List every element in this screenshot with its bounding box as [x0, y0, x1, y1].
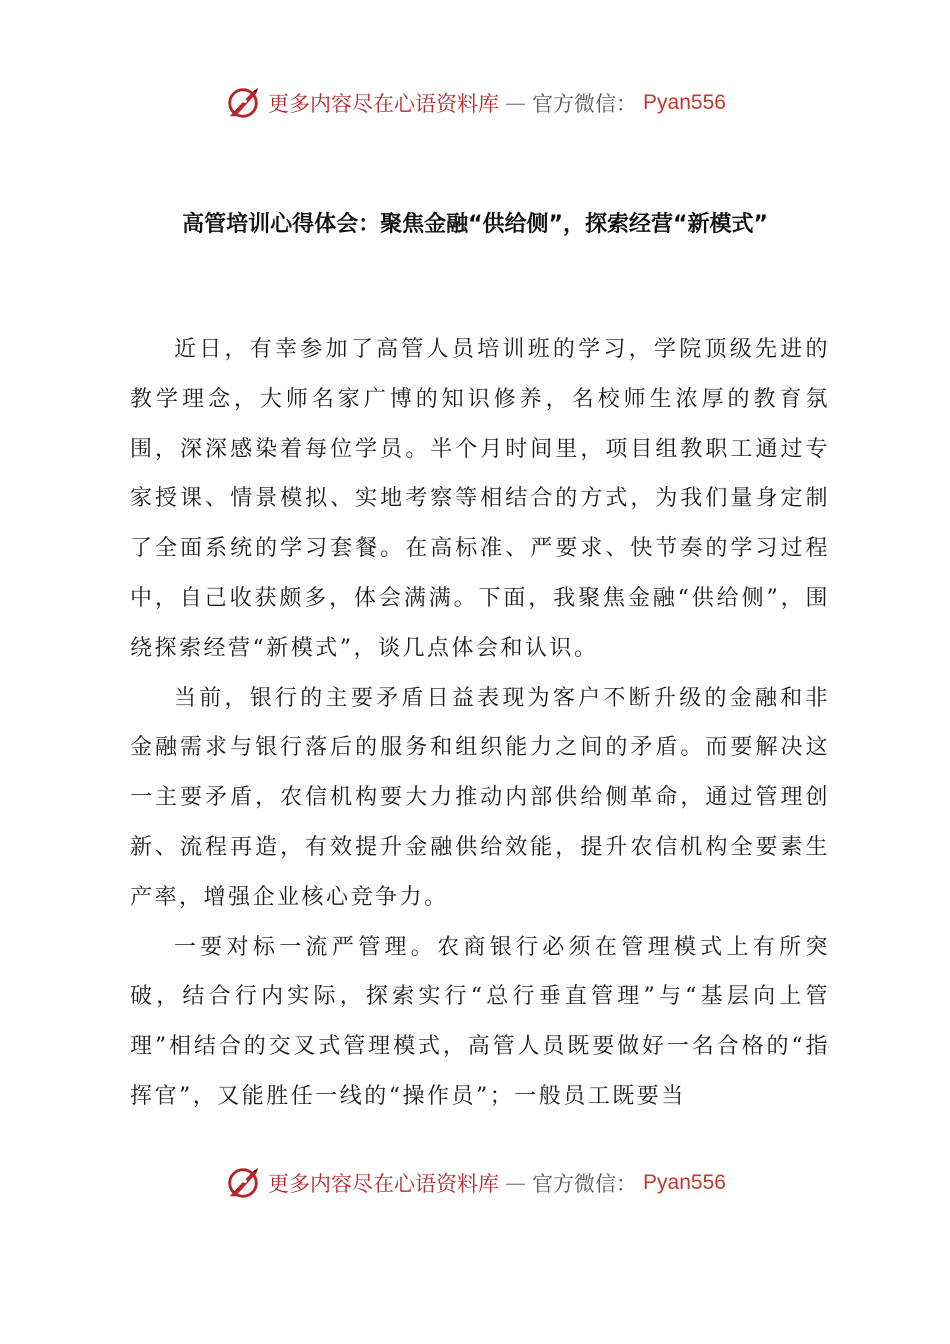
document-title: 高管培训心得体会：聚焦金融“供给侧”，探索经营“新模式”: [182, 212, 768, 237]
paragraph-2: 当前，银行的主要矛盾日益表现为客户不断升级的金融和非金融需求与银行落后的服务和组织能力之间的矛盾。而要解决这一主要矛盾，农信机构要大力推动内部供给侧革命，通过管理创新、流程再造，有效提升金融供给效能，提升农信机构全要素生产率，增强企业核心竞争力。: [130, 685, 830, 910]
banner-slogan: 更多内容尽在心语资料库: [268, 1172, 500, 1196]
banner-dash: —: [505, 1171, 527, 1195]
header-banner: [0, 81, 950, 125]
banner-slogan: 更多内容尽在心语资料库: [268, 92, 500, 116]
document-body: [130, 325, 830, 1122]
paragraph-1: 近日，有幸参加了高管人员培训班的学习，学院顶级先进的教学理念，大师名家广博的知识修养，名校师生浓厚的教育氛围，深深感染着每位学员。半个月时间里，项目组教职工通过专家授课、情景模拟、实地考察等相结合的方式，为我们量身定制了全面系统的学习套餐。在高标准、严要求、快节奏的学习过程中，自己收获颇多，体会满满。下面，我聚焦金融“供给侧”，围绕探索经营“新模式”，谈几点体会和认识。: [130, 337, 830, 661]
quill-logo-icon: [224, 1164, 262, 1202]
quill-logo-icon: [224, 84, 262, 122]
banner-wechat-label: 官方微信：: [532, 92, 638, 116]
paragraph-3: 一要对标一流严管理。农商银行必须在管理模式上有所突破，结合行内实际，探索实行“总行垂直管理”与“基层向上管理”相结合的交叉式管理模式，高管人员既要做好一名合格的“指挥官”，又能胜任一线的“操作员”；一般员工既要当: [130, 934, 830, 1109]
footer-banner: [0, 1161, 950, 1205]
banner-wechat-id: Pyan556: [643, 1171, 726, 1194]
banner-wechat-id: Pyan556: [643, 91, 726, 114]
banner-wechat-label: 官方微信：: [532, 1172, 638, 1196]
banner-dash: —: [505, 91, 527, 115]
